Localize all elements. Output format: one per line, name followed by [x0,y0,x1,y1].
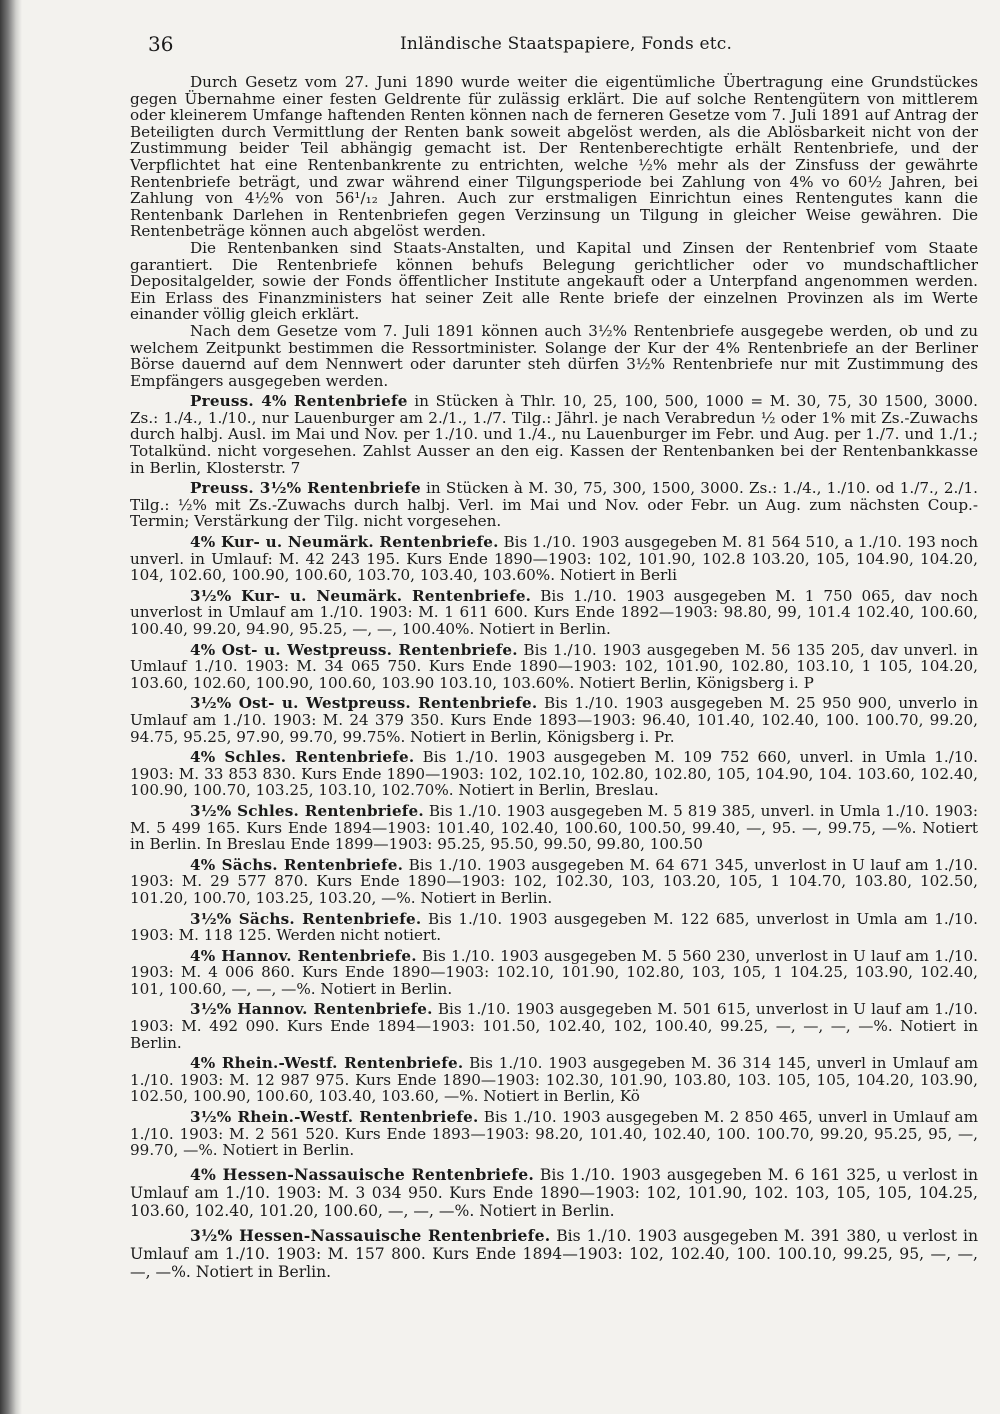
entry-lead: Preuss. 3½% Rentenbriefe [190,479,421,498]
entry-lead: 4% Sächs. Rentenbriefe. [190,855,404,874]
entry-paragraph [130,948,978,998]
entry-paragraph [130,534,978,584]
entry-lead: 4% Schles. Rentenbriefe. [190,748,415,767]
entry-text: Bis 1./10. 1903 ausgegeben M. 81 564 510, a 1./10. 193 noch unverl. in Umlauf: M. 42 243 195. Kurs Ende 1890—1903: 102, 101.90, 102.8 103.20, 105, 104.90, 104.20, 104, 102.60, 100.90, 100.60, 103.70, 103.40, 103.60%. Notiert in Berli [130,533,978,585]
page-header [130,28,978,60]
entry-lead: 3½% Schles. Rentenbriefe. [190,801,424,820]
entry-text: Bis 1./10. 1903 ausgegeben M. 25 950 900, unverlo in Umlauf am 1./10. 1903: M. 24 379 350. Kurs Ende 1893—1903: 96.40, 101.40, 102.40, 100. 100.70, 99.20, 94.75, 95.25, 97.90, 99.70, 99.75%. Notiert in Berlin, Königsberg i. Pr. [130,694,978,746]
page-body [130,74,978,1281]
entry-paragraph [130,1227,978,1281]
intro-paragraph: Nach dem Gesetze vom 7. Juli 1891 können auch 3½% Rentenbriefe ausgegebe werden, ob und zu welchem Zeitpunkt bestimmen die Ressortminister. Solange der Kur der 4% Rentenbriefe an der Berliner Börse dauernd auf dem Nennwert oder darunter steh dürfen 3½% Rentenbriefe nur mit Zustimmung des Empfängers ausgegeben werden. [130,321,978,390]
entry-text: Bis 1./10. 1903 ausgegeben M. 122 685, unverlost in Umla am 1./10. 1903: M. 118 125. Werden nicht notiert. [130,909,979,945]
entry-paragraph [130,857,978,907]
entry-paragraph [130,695,978,745]
entry-lead: 3½% Rhein.-Westf. Rentenbriefe. [190,1108,479,1127]
document-page [130,28,978,1281]
entry-lead: 3½% Sächs. Rentenbriefe. [190,909,422,928]
entry-text: Bis 1./10. 1903 ausgegeben M. 5 560 230, unverlost in U lauf am 1./10. 1903: M. 4 006 860. Kurs Ende 1890—1903: 102.10, 101.90, 102.80, 103, 105, 1 104.25, 103.90, 102.40, 101, 100.60, —, —, —%. Notiert in Berlin. [130,946,978,998]
entry-paragraph [130,803,978,853]
entry-lead: 4% Hannov. Rentenbriefe. [190,946,417,965]
entry-paragraph [130,480,978,530]
entry-paragraph [130,1166,978,1220]
entry-paragraph [130,1109,978,1159]
entry-lead: 3½% Ost- u. Westpreuss. Rentenbriefe. [190,694,538,713]
entry-text: in Stücken à Thlr. 10, 25, 100, 500, 1000 = M. 30, 75, 30 1500, 3000. Zs.: 1./4., 1./10., nur Lauenburger am 2./1., 1./7. Tilg.: Jährl. je nach Verabredun ½ oder 1% mit Zs.-Zuwachs durch halbj. Ausl. im Mai und Nov. per 1./10. und 1./4., nu Lauenburger im Febr. und Aug. per 1./7. und 1./1.; Totalkünd. nicht vorgesehen. Zahlst Ausser an den eig. Kassen der Rentenbanken bei der Rentenbankkasse in Berlin, Klosterstr. 7 [130,392,978,477]
entry-lead: 4% Kur- u. Neumärk. Rentenbriefe. [190,533,499,552]
entry-text: Bis 1./10. 1903 ausgegeben M. 5 819 385, unverl. in Umla 1./10. 1903: M. 5 499 165. Kurs Ende 1894—1903: 101.40, 102.40, 100.60, 100.50, 99.40, —, 95. —, 99.75, —%. Notiert in Berlin. In Breslau Ende 1899—1903: 95.25, 95.50, 99.50, 99.80, 100.50 [130,801,978,854]
entry-lead: 3½% Kur- u. Neumärk. Rentenbriefe. [190,586,532,605]
entry-text: Bis 1./10. 1903 ausgegeben M. 64 671 345, unverlost in U lauf am 1./10. 1903: M. 29 577 870. Kurs Ende 1890—1903: 102, 102.30, 103, 103.20, 105, 1 104.70, 103.80, 102.50, 101.20, 100.70, 103.25, 103.20, —%. Notiert in Berlin. [130,855,978,907]
entry-paragraph [130,1055,978,1105]
intro-paragraph: Durch Gesetz vom 27. Juni 1890 wurde weiter die eigentümliche Übertragung eine Grundstückes gegen Übernahme einer festen Geldrente für zulässig erklärt. Die auf solche Rentengütern von mittlerem oder kleinerem Umfange haftenden Renten können nach de ferneren Gesetze vom 7. Juli 1891 auf Antrag der Beteiligten durch Vermittlung der Renten bank soweit abgelöst werden, als die Ablösbarkeit nicht von der Zustimmung beider Teil abhängig gemacht ist. Der Rentenberechtigte erhält Rentenbriefe, und der Verpflichtet hat eine Rentenbankrente zu entrichten, welche ½% mehr als der Zinsfuss der gewährte Rentenbriefe beträgt, und zwar während einer Tilgungsperiode bei Zahlung von 4% vo 60½ Jahren, bei Zahlung von 4½% von 56¹/₁₂ Jahren. Auch zur erstmaligen Einrichtun eines Rentengutes kann die Rentenbank Darlehen in Rentenbriefen gegen Verzinsung un Tilgung in gleicher Weise gewähren. Die Rentenbeträge können auch abgelöst werden. [130,73,978,241]
entry-paragraph [130,588,978,638]
entry-paragraph [130,1001,978,1051]
entry-paragraph [130,642,978,692]
entry-paragraph [130,911,978,944]
entry-text: Bis 1./10. 1903 ausgegeben M. 56 135 205, dav unverl. in Umlauf 1./10. 1903: M. 34 065 750. Kurs Ende 1890—1903: 102, 101.90, 102.80, 103.10, 1 105, 104.20, 103.60, 102.60, 100.90, 100.60, 103.90 103.10, 103.60%. Notiert Berlin, Königsberg i. P [130,640,978,692]
entry-lead: Preuss. 4% Rentenbriefe [190,392,408,411]
entry-lead: 4% Ost- u. Westpreuss. Rentenbriefe. [190,640,518,659]
entry-lead: 4% Hessen-Nassauische Rentenbriefe. [190,1164,534,1184]
entry-text: Bis 1./10. 1903 ausgegeben M. 1 750 065, dav noch unverlost in Umlauf am 1./10. 1903: M. 1 611 600. Kurs Ende 1892—1903: 98.80, 99, 101.4 102.40, 100.60, 100.40, 99.20, 94.90, 95.25, —, —, 100.40%. Notiert in Berlin. [130,586,978,638]
entry-text: Bis 1./10. 1903 ausgegeben M. 109 752 660, unverl. in Umla 1./10. 1903: M. 33 853 830. Kurs Ende 1890—1903: 102, 102.10, 102.80, 102.80, 105, 104.90, 104. 103.60, 102.40, 100.90, 100.70, 103.25, 103.10, 102.70%. Notiert in Berlin, Breslau. [130,748,978,800]
entry-lead: 3½% Hessen-Nassauische Rentenbriefe. [190,1225,551,1245]
intro-paragraph: Die Rentenbanken sind Staats-Anstalten, und Kapital und Zinsen der Rentenbrief vom Staate garantiert. Die Rentenbriefe können behufs Belegung gerichtlicher oder vo mundschaftlicher Depositalgelder, sowie der Fonds öffentlicher Institute angekauft oder a Unterpfand angenommen werden. Ein Erlass des Finanzministers hat seiner Zeit alle Rente briefe der einzelnen Provinzen als im Werte einander völlig gleich erklärt. [130,238,978,324]
scan-binding-edge [0,0,22,1414]
entry-text: in Stücken à M. 30, 75, 300, 1500, 3000. Zs.: 1./4., 1./10. od 1./7., 2./1. Tilg.: ½% mit Zs.-Zuwachs durch halbj. Verl. im Mai und Nov. oder Febr. un Aug. zum nächsten Coup.-Termin; Verstärkung der Tilg. nicht vorgesehen. [130,479,978,531]
entry-text: Bis 1./10. 1903 ausgegeben M. 6 161 325, u verlost in Umlauf am 1./10. 1903: M. 3 034 950. Kurs Ende 1890—1903: 102, 101.90, 102. 103, 105, 105, 104.25, 103.60, 102.40, 101.20, 100.60, —, —, —%. Notiert in Berlin. [130,1165,978,1220]
entry-text: Bis 1./10. 1903 ausgegeben M. 2 850 465, unverl in Umlauf am 1./10. 1903: M. 2 561 520. Kurs Ende 1893—1903: 98.20, 101.40, 102.40, 100. 100.70, 99.20, 95.25, 95, —, 99.70, —%. Notiert in Berlin. [130,1108,979,1160]
entry-paragraph [130,749,978,799]
entry-lead: 4% Rhein.-Westf. Rentenbriefe. [190,1054,464,1073]
entry-text: Bis 1./10. 1903 ausgegeben M. 391 380, u verlost in Umlauf am 1./10. 1903: M. 157 800. Kurs Ende 1894—1903: 102, 102.40, 100. 100.10, 99.25, 95, —, —, —, —%. Notiert in Berlin. [130,1226,978,1281]
running-title: Inländische Staatspapiere, Fonds etc. [400,34,733,54]
page-number: 36 [148,32,174,56]
entry-paragraph [130,393,978,476]
entry-text: Bis 1./10. 1903 ausgegeben M. 36 314 145, unverl in Umlauf am 1./10. 1903: M. 12 987 975. Kurs Ende 1890—1903: 102.30, 101.90, 103.80, 103. 105, 105, 104.20, 103.90, 102.50, 100.90, 100.60, 103.40, 103.60, —%. Notiert in Berlin, Kö [130,1054,978,1106]
entry-text: Bis 1./10. 1903 ausgegeben M. 501 615, unverlost in U lauf am 1./10. 1903: M. 492 090. Kurs Ende 1894—1903: 101.50, 102.40, 102, 100.40, 99.25, —, —, —, —%. Notiert in Berlin. [130,1000,978,1052]
entry-lead: 3½% Hannov. Rentenbriefe. [190,1000,433,1019]
